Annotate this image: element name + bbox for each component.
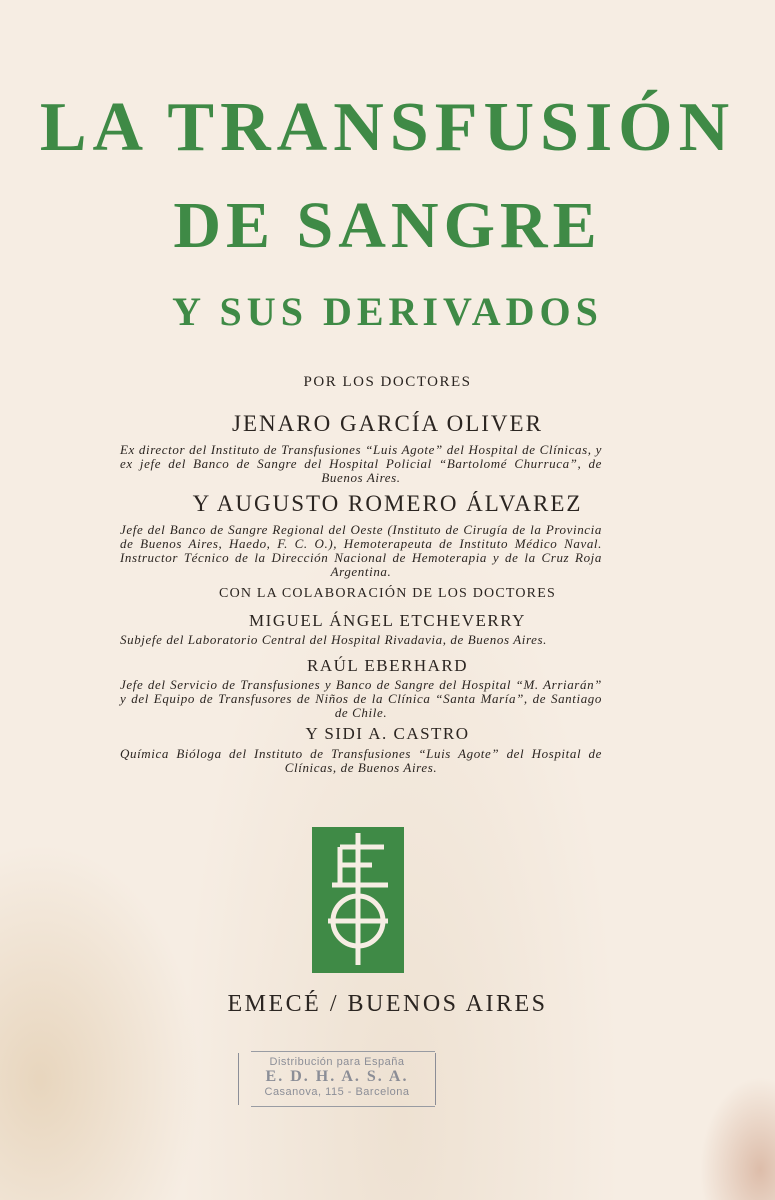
stamp-line-3: Casanova, 115 - Barcelona bbox=[264, 1086, 410, 1098]
collaborator-description-1: Subjefe del Laboratorio Central del Hospital Rivadavia, de Buenos Aires. bbox=[120, 632, 548, 647]
collaborator-name-3: Y SIDI A. CASTRO bbox=[305, 724, 470, 743]
collaborator-name-1: MIGUEL ÁNGEL ETCHEVERRY bbox=[249, 611, 526, 630]
author-description-1: Ex director del Instituto de Transfusiones “Luis Agote” del Hospital de Clínicas, y ex jefe del Banco de Sangre del Hospital Policial “Bartolomé Churruca”, de Buenos Aires. bbox=[120, 442, 602, 485]
collaborator-name-2: RAÚL EBERHARD bbox=[306, 656, 468, 675]
stamp-line-2: E. D. H. A. S. A. bbox=[265, 1068, 409, 1085]
collaboration-heading: CON LA COLABORACIÓN DE LOS DOCTORES bbox=[219, 586, 556, 601]
emece-publisher-emblem-icon bbox=[312, 827, 404, 973]
distributor-stamp bbox=[238, 1053, 436, 1105]
byline: POR LOS DOCTORES bbox=[303, 374, 472, 390]
collaborator-description-3: Química Bióloga del Instituto de Transfusiones “Luis Agote” del Hospital de Clínicas, de Buenos Aires. bbox=[120, 746, 602, 775]
stamp-line-1: Distribución para España bbox=[269, 1056, 405, 1068]
title-line-3: Y SUS DERIVADOS bbox=[172, 289, 603, 334]
title-line-2: DE SANGRE bbox=[173, 189, 602, 262]
collaborator-description-2: Jefe del Servicio de Transfusiones y Banco de Sangre del Hospital “M. Arriarán” y del Equipo de Transfusores de Niños de la Clínica “Santa María”, de Santiago de Chile. bbox=[120, 677, 602, 720]
publisher-imprint: EMECÉ / BUENOS AIRES bbox=[227, 991, 548, 1017]
title-line-1: LA TRANSFUSIÓN bbox=[39, 89, 736, 166]
author-name-1: JENARO GARCÍA OLIVER bbox=[232, 411, 543, 436]
author-name-2: Y AUGUSTO ROMERO ÁLVAREZ bbox=[192, 491, 583, 516]
author-description-2: Jefe del Banco de Sangre Regional del Oeste (Instituto de Cirugía de la Provincia de Buenos Aires, Haedo, F. C. O.), Hemoterapeuta de Instituto Médico Naval. Instructor Técnico de la Dirección Nacional de Hemoterapia y de la Cruz Roja Argentina. bbox=[120, 522, 602, 579]
